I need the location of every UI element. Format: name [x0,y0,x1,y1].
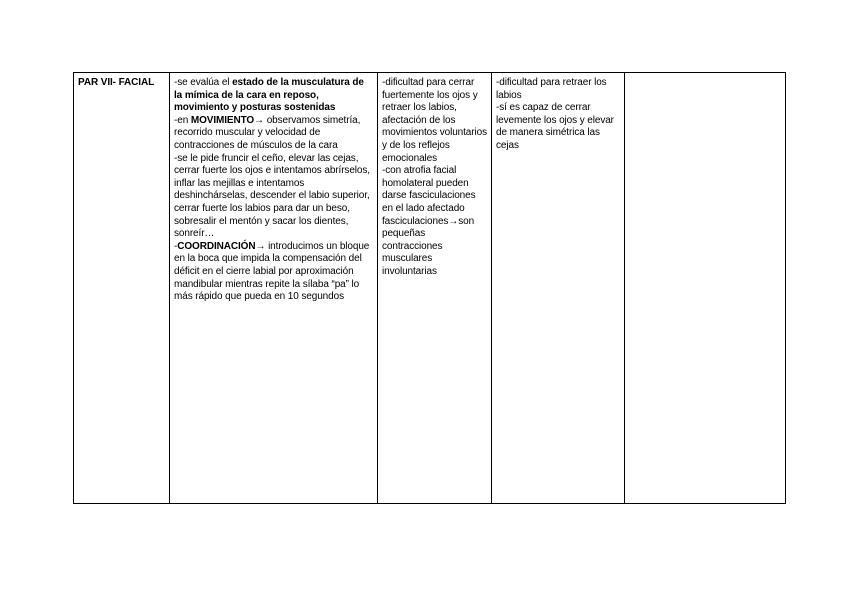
table-row [74,73,786,504]
evaluation-p4-prefix: - [174,240,178,252]
findings-paragraph-3: fasciculaciones→son pequeñas contracciones musculares involuntarias [382,215,475,277]
findings-paragraph-2: -con atrofia facial homolateral pueden darse fasciculaciones en el lado afectado [382,165,476,214]
evaluation-p1-bold: estado de la musculatura de la mímica de la cara en reposo, movimiento y posturas sostenidas [174,77,364,114]
empty-cell [625,73,786,504]
findings-paragraph-1: -dificultad para cerrar fuertemente los ojos y retraer los labios, afectación de los movimientos voluntarios y de los reflejos emocionales [382,77,487,164]
row-header-label: PAR VII- FACIAL [78,77,155,88]
evaluation-p4-bold: COORDINACIÓN [177,240,256,252]
row-header-cell [74,73,170,504]
evaluation-p4-rest: → introducimos un bloque en la boca que impida la compensación del déficit en el cierre labial por aproximación mandibular mientras repite la sílaba “pa” lo más rápido que pueda en 10 segundos [174,240,370,303]
evaluation-p2-rest: → observamos simetría, recorrido muscular y velocidad de contracciones de músculos de la cara [174,114,361,151]
evaluation-paragraph-2 [174,115,373,153]
evaluation-p2-bold: MOVIMIENTO [190,114,255,126]
evaluation-p2-prefix: -en [174,114,191,126]
evaluation-paragraph-1 [174,77,373,115]
findings-cell [378,73,492,504]
evaluation-paragraph-3: -se le pide fruncir el ceño, elevar las cejas, cerrar fuerte los ojos e intentamos abrírselos, inflar las mejillas e intentamos deshinchárselas, descender el labio superior, cerrar fuerte los labios para dar un beso, sobresalir el mentón y sacar los dientes, sonreír… [174,152,370,240]
observations-cell [492,73,625,504]
evaluation-p1-prefix: -se evalúa el [174,77,233,88]
empty-cell-content [629,77,781,78]
evaluation-paragraph-4 [174,241,373,304]
observations-paragraph-1: -dificultad para retraer los labios [496,77,607,101]
evaluation-cell [170,73,378,504]
observations-paragraph-2: -sí es capaz de cerrar levemente los ojos y elevar de manera simétrica las cejas [496,102,614,151]
exam-table [73,72,786,504]
